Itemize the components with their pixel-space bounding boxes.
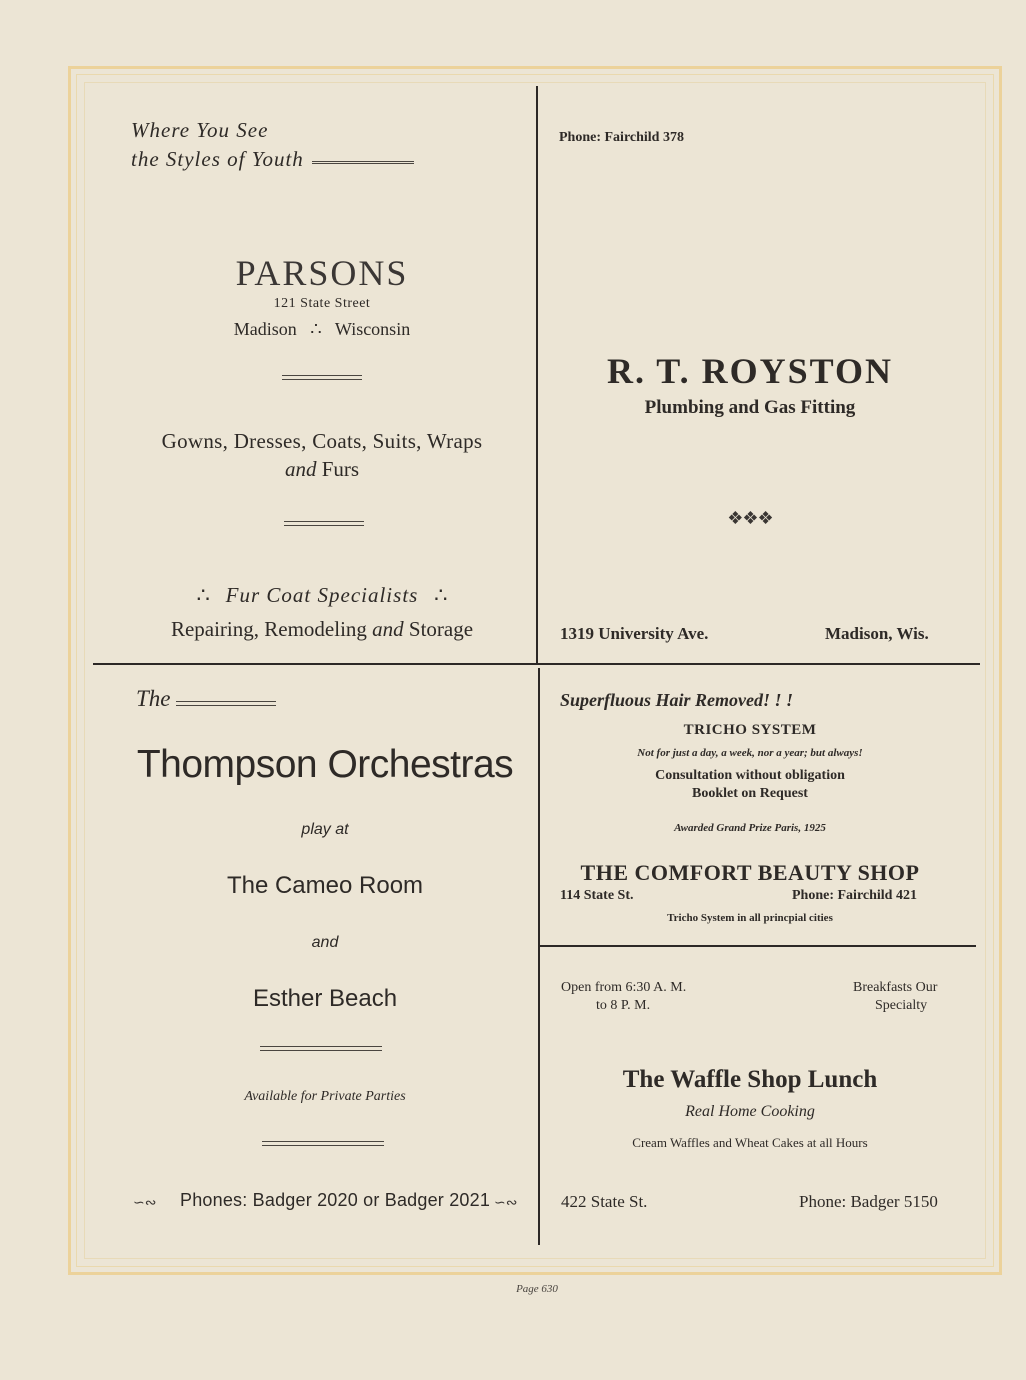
comfort-system: TRICHO SYSTEM — [683, 722, 817, 738]
comfort-phone: Phone: Fairchild 421 — [792, 888, 917, 903]
parsons-services-part2: Storage — [408, 617, 474, 641]
waffle-specialty-line2: Specialty — [875, 998, 928, 1013]
parsons-name: PARSONS — [235, 253, 409, 293]
thompson-rule-2 — [262, 1141, 384, 1146]
parsons-specialty-left-mark: ∴ — [196, 583, 210, 607]
comfort-address: 114 State St. — [560, 888, 634, 903]
parsons-city-line — [160, 319, 484, 340]
royston-phone: Phone: Fairchild 378 — [559, 130, 684, 145]
waffle-hours-line2: to 8 P. M. — [596, 998, 651, 1013]
parsons-rule-1 — [282, 375, 362, 380]
waffle-hours-line1: Open from 6:30 A. M. — [561, 980, 687, 995]
parsons-tagline-line2: the Styles of Youth — [131, 147, 304, 171]
waffle-phone: Phone: Badger 5150 — [799, 1192, 938, 1211]
royston-city: Madison, Wis. — [825, 624, 929, 643]
comfort-booklet: Booklet on Request — [692, 786, 808, 801]
waffle-address: 422 State St. — [561, 1192, 648, 1211]
parsons-products-line2 — [120, 457, 524, 482]
flourish-left-icon: ∽∾ — [133, 1194, 157, 1210]
ornament-icon: ❖❖❖ — [727, 508, 773, 528]
parsons-state: Wisconsin — [334, 319, 411, 339]
parsons-products-and: and — [284, 457, 317, 481]
royston-trade: Plumbing and Gas Fitting — [644, 397, 856, 418]
parsons-products-line1: Gowns, Dresses, Coats, Suits, Wraps — [161, 429, 483, 453]
royston-name: R. T. ROYSTON — [606, 351, 894, 391]
parsons-services — [120, 617, 524, 642]
thompson-and: and — [311, 934, 339, 951]
parsons-products-furs: Furs — [321, 457, 360, 481]
thompson-private: Available for Private Parties — [244, 1089, 406, 1104]
page-number: Page 630 — [516, 1283, 558, 1295]
parsons-rule-2 — [284, 521, 364, 526]
parsons-street: 121 State Street — [273, 296, 371, 311]
parsons-specialty-line — [120, 583, 524, 608]
parsons-specialty-right-mark: ∴ — [434, 583, 448, 607]
thompson-name: Thompson Orchestras — [136, 743, 514, 786]
thompson-play-at: play at — [301, 821, 349, 838]
comfort-cities: Tricho System in all princpial cities — [667, 912, 833, 924]
parsons-tagline-rule-2 — [312, 163, 414, 164]
waffle-menu: Cream Waffles and Wheat Cakes at all Hours — [632, 1135, 868, 1150]
waffle-specialty-line1: Breakfasts Our — [853, 980, 938, 995]
comfort-name: THE COMFORT BEAUTY SHOP — [580, 860, 920, 885]
comfort-prize: Awarded Grand Prize Paris, 1925 — [674, 822, 826, 834]
thompson-the-rule — [176, 701, 276, 706]
royston-address: 1319 University Ave. — [560, 624, 709, 643]
waffle-name: The Waffle Shop Lunch — [622, 1066, 878, 1093]
thompson-phones: Phones: Badger 2020 or Badger 2021 — [180, 1190, 491, 1210]
thompson-rule-1 — [260, 1046, 382, 1051]
horizontal-divider — [93, 663, 980, 665]
flourish-right-icon: ∽∾ — [494, 1194, 518, 1210]
parsons-specialty: Fur Coat Specialists — [225, 583, 419, 607]
parsons-tagline-rule — [312, 159, 414, 162]
vertical-divider-top — [536, 86, 538, 663]
comfort-headline: Superfluous Hair Removed! ! ! — [560, 690, 794, 710]
parsons-tagline-line1: Where You See — [131, 118, 269, 142]
comfort-consult: Consultation without obligation — [655, 768, 845, 783]
thompson-venue2: Esther Beach — [252, 985, 398, 1012]
thompson-the: The — [136, 686, 171, 711]
right-column-divider — [540, 945, 976, 947]
comfort-tagline: Not for just a day, a week, nor a year; but always! — [637, 747, 863, 759]
parsons-city-separator: ∴ — [310, 319, 322, 339]
parsons-services-part1: Repairing, Remodeling — [170, 617, 367, 641]
waffle-tagline: Real Home Cooking — [685, 1103, 815, 1120]
parsons-city: Madison — [233, 319, 297, 339]
thompson-venue1: The Cameo Room — [226, 872, 424, 899]
parsons-services-and: and — [372, 617, 404, 641]
